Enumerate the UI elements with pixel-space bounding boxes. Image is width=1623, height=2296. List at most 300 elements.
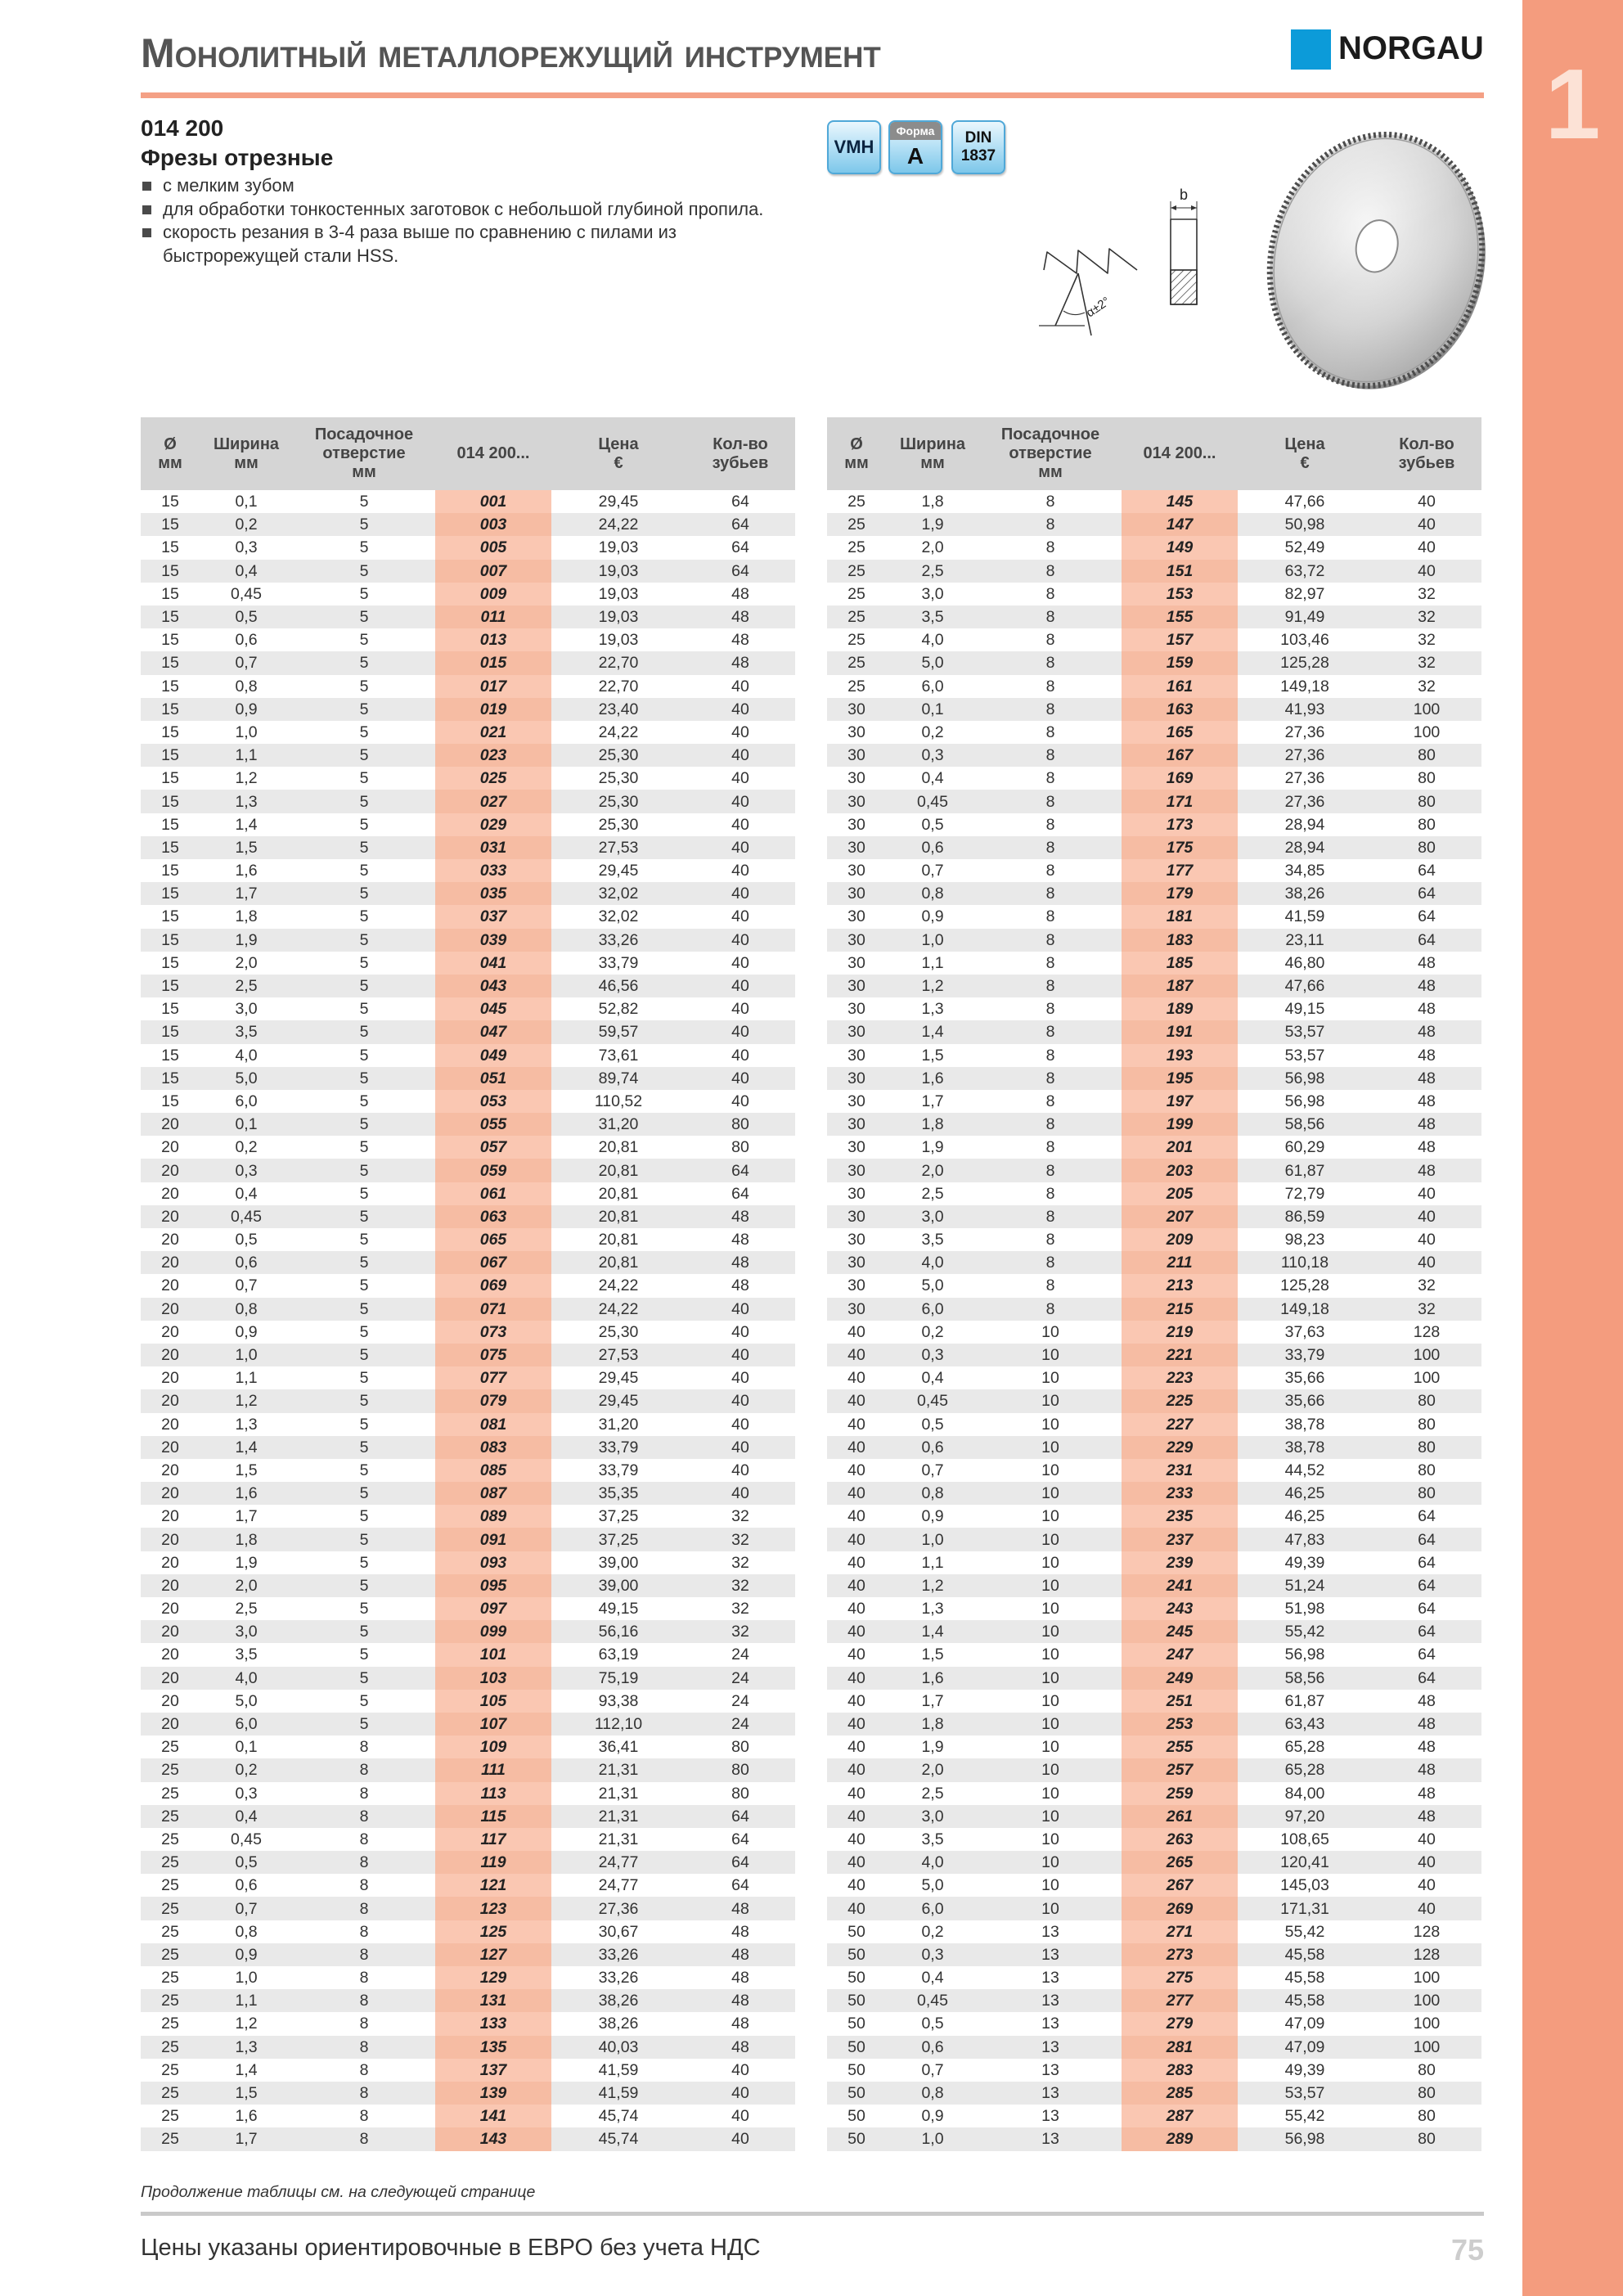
cell-width: 0,2 <box>921 1922 944 1941</box>
angle-label: α±2° <box>1083 294 1113 321</box>
cell-width: 2,0 <box>886 1758 979 1781</box>
cell-teeth: 48 <box>731 631 749 650</box>
cell-price: 49,15 <box>1284 1000 1325 1019</box>
cell-diameter: 40 <box>827 1389 886 1412</box>
cell-width: 1,1 <box>921 1553 944 1572</box>
cell-bore: 13 <box>979 2082 1122 2105</box>
cell-bore: 13 <box>979 1943 1122 1966</box>
cell-price: 24,22 <box>551 513 686 536</box>
cell-price: 103,46 <box>1280 631 1329 650</box>
cell-bore: 10 <box>1041 1738 1059 1757</box>
cell-price: 20,81 <box>551 1251 686 1274</box>
cell-diameter: 40 <box>827 1482 886 1505</box>
cell-teeth: 80 <box>686 1113 795 1136</box>
cell-bore: 5 <box>359 907 369 926</box>
cell-article: 073 <box>435 1321 551 1344</box>
cell-article: 057 <box>435 1136 551 1159</box>
section-stripe <box>1522 0 1623 2296</box>
cell-article: 197 <box>1122 1090 1238 1113</box>
cell-teeth: 64 <box>686 513 795 536</box>
cell-diameter: 30 <box>827 1205 886 1228</box>
cell-diameter: 50 <box>847 2107 865 2126</box>
cell-price: 29,45 <box>598 1369 639 1388</box>
table-row <box>827 1643 1481 1666</box>
cell-teeth: 48 <box>1418 1138 1436 1157</box>
cell-diameter: 20 <box>141 1436 200 1459</box>
cell-diameter: 25 <box>847 631 865 650</box>
cell-article: 231 <box>1122 1459 1238 1482</box>
angle-arc <box>1063 311 1085 315</box>
cell-price: 52,82 <box>598 1000 639 1019</box>
cell-article: 165 <box>1122 721 1238 744</box>
cell-price: 49,39 <box>1284 1553 1325 1572</box>
cell-diameter: 25 <box>161 1784 179 1803</box>
table-row <box>827 929 1481 952</box>
cell-price: 46,25 <box>1284 1507 1325 1526</box>
cell-teeth: 40 <box>731 677 749 696</box>
table-row <box>827 1274 1481 1297</box>
cell-bore: 5 <box>359 1507 369 1526</box>
cell-width: 1,1 <box>921 953 944 972</box>
section-number: 1 <box>1544 48 1601 160</box>
cell-diameter: 15 <box>161 862 179 880</box>
cell-article: 131 <box>435 1989 551 2012</box>
page-number: 75 <box>1450 2233 1484 2267</box>
cell-article: 013 <box>435 628 551 651</box>
table-row <box>141 675 795 698</box>
table-row <box>827 606 1481 628</box>
cell-teeth: 48 <box>1418 953 1436 972</box>
cell-article: 123 <box>435 1897 551 1920</box>
table-row <box>141 813 795 836</box>
table-row <box>141 1782 795 1805</box>
cell-width: 3,5 <box>235 1645 258 1664</box>
cell-width: 1,9 <box>200 929 293 952</box>
cell-teeth: 64 <box>1372 1620 1481 1643</box>
cell-article: 129 <box>435 1966 551 1989</box>
cell-teeth: 48 <box>1372 1113 1481 1136</box>
cell-price: 44,52 <box>1284 1461 1325 1479</box>
cell-diameter: 30 <box>847 907 865 926</box>
cell-teeth: 40 <box>731 2107 749 2126</box>
cell-diameter: 25 <box>827 513 886 536</box>
cell-article: 179 <box>1122 882 1238 905</box>
cell-diameter: 40 <box>847 1553 865 1572</box>
square-bullet-icon <box>142 182 151 191</box>
cell-diameter: 20 <box>161 1600 179 1618</box>
cell-bore: 5 <box>359 1461 369 1479</box>
cell-width: 1,4 <box>235 815 258 834</box>
cell-diameter: 25 <box>847 584 865 603</box>
col-header-line: Ø <box>164 434 177 453</box>
cell-teeth: 48 <box>1418 1046 1436 1065</box>
cell-article: 237 <box>1122 1528 1238 1551</box>
material-badge-label: VMH <box>834 137 874 157</box>
table-row <box>827 1805 1481 1828</box>
cell-teeth: 80 <box>1418 2107 1436 2126</box>
cell-diameter: 15 <box>161 723 179 741</box>
cell-width: 2,0 <box>921 538 944 557</box>
cell-diameter: 40 <box>847 1784 865 1803</box>
cell-teeth: 40 <box>1372 1897 1481 1920</box>
cell-teeth: 64 <box>1372 1528 1481 1551</box>
cell-price: 41,59 <box>598 2060 639 2079</box>
cell-bore: 5 <box>293 1113 435 1136</box>
cell-teeth: 80 <box>1372 1389 1481 1412</box>
cell-price: 32,02 <box>551 882 686 905</box>
material-badge <box>827 120 881 174</box>
cell-article: 035 <box>435 882 551 905</box>
cell-bore: 5 <box>293 1436 435 1459</box>
cell-diameter: 30 <box>827 1298 886 1321</box>
cell-teeth: 64 <box>731 1876 749 1895</box>
cell-bore: 8 <box>359 1830 369 1848</box>
cell-teeth: 100 <box>1413 1369 1441 1388</box>
cell-bore: 5 <box>359 1231 369 1249</box>
cell-diameter: 25 <box>141 2082 200 2105</box>
col-header-line: Кол-во <box>1399 434 1454 453</box>
table-row <box>827 1551 1481 1574</box>
table-row <box>141 1966 795 1989</box>
cell-width: 2,5 <box>886 560 979 583</box>
cell-bore: 8 <box>359 1922 369 1941</box>
cell-width: 1,3 <box>921 1000 944 1019</box>
cell-bore: 8 <box>979 929 1122 952</box>
cell-article: 109 <box>435 1736 551 1758</box>
cell-price: 29,45 <box>551 1389 686 1412</box>
cell-teeth: 64 <box>686 1159 795 1182</box>
cell-bore: 8 <box>1045 584 1055 603</box>
table-row <box>827 905 1481 928</box>
table-row <box>141 1298 795 1321</box>
cell-article: 115 <box>435 1805 551 1828</box>
cell-teeth: 48 <box>1372 1067 1481 1090</box>
cell-article: 083 <box>435 1436 551 1459</box>
cell-bore: 5 <box>293 698 435 721</box>
cell-bore: 10 <box>979 1389 1122 1412</box>
table-row <box>141 1758 795 1781</box>
table-row <box>827 513 1481 536</box>
cell-teeth: 64 <box>1372 1574 1481 1597</box>
cell-width: 0,7 <box>921 862 944 880</box>
table-row <box>141 1366 795 1389</box>
cell-teeth: 32 <box>1418 677 1436 696</box>
cell-width: 3,5 <box>886 606 979 628</box>
table-row <box>827 1851 1481 1874</box>
cell-teeth: 48 <box>1418 1092 1436 1110</box>
cell-diameter: 40 <box>827 1713 886 1736</box>
table-row <box>141 2105 795 2127</box>
col-header-line: мм <box>920 453 945 472</box>
shape-badge <box>888 120 942 174</box>
cell-width: 1,9 <box>886 513 979 536</box>
cell-width: 0,2 <box>235 1138 258 1157</box>
cell-teeth: 32 <box>731 1553 749 1572</box>
cell-width: 0,9 <box>200 698 293 721</box>
cell-article: 213 <box>1122 1274 1238 1297</box>
square-bullet-icon <box>142 205 151 214</box>
cell-width: 1,8 <box>886 1113 979 1136</box>
cell-diameter: 30 <box>847 723 865 741</box>
cell-teeth: 80 <box>1372 2127 1481 2150</box>
cell-diameter: 25 <box>141 1805 200 1828</box>
cell-article: 265 <box>1122 1851 1238 1874</box>
cell-price: 56,16 <box>551 1620 686 1643</box>
cell-diameter: 40 <box>827 1436 886 1459</box>
cell-diameter: 30 <box>827 929 886 952</box>
cell-teeth: 48 <box>1372 1159 1481 1182</box>
table-row <box>141 1067 795 1090</box>
cell-width: 0,8 <box>886 2082 979 2105</box>
cell-article: 219 <box>1122 1321 1238 1344</box>
cell-diameter: 20 <box>141 1620 200 1643</box>
table-row <box>827 1205 1481 1228</box>
cell-diameter: 15 <box>141 606 200 628</box>
table-row <box>827 882 1481 905</box>
cell-article: 039 <box>435 929 551 952</box>
cell-teeth: 100 <box>1372 1344 1481 1366</box>
cell-bore: 10 <box>1041 1507 1059 1526</box>
table-row <box>827 560 1481 583</box>
col-header-line: мм <box>352 463 376 481</box>
cell-width: 0,5 <box>921 815 944 834</box>
cell-teeth: 48 <box>686 1989 795 2012</box>
cell-article: 259 <box>1122 1782 1238 1805</box>
cell-price: 27,36 <box>1238 744 1372 767</box>
cell-teeth: 40 <box>686 2082 795 2105</box>
table-row <box>827 1321 1481 1344</box>
cell-article: 173 <box>1122 813 1238 836</box>
cell-bore: 5 <box>293 1159 435 1182</box>
cell-teeth: 40 <box>686 929 795 952</box>
table-row <box>141 1667 795 1690</box>
table-row <box>141 767 795 790</box>
cell-price: 110,52 <box>594 1092 643 1110</box>
cell-price: 38,78 <box>1284 1415 1325 1434</box>
cell-teeth: 48 <box>1372 1713 1481 1736</box>
cell-teeth: 80 <box>1372 836 1481 859</box>
table-row <box>827 1943 1481 1966</box>
col-header-line: мм <box>158 453 182 472</box>
cell-price: 34,85 <box>1284 862 1325 880</box>
cell-diameter: 50 <box>827 2127 886 2150</box>
cell-article: 097 <box>435 1597 551 1620</box>
cell-teeth: 80 <box>1418 815 1436 834</box>
cell-bore: 10 <box>1041 1830 1059 1848</box>
cell-width: 1,5 <box>235 1461 258 1479</box>
cell-diameter: 25 <box>161 2060 179 2079</box>
cell-diameter: 30 <box>827 836 886 859</box>
cell-article: 095 <box>435 1574 551 1597</box>
cell-diameter: 40 <box>847 1415 865 1434</box>
cell-bore: 5 <box>359 1415 369 1434</box>
cell-width: 1,1 <box>200 1989 293 2012</box>
cell-price: 35,66 <box>1284 1369 1325 1388</box>
cell-price: 25,30 <box>598 815 639 834</box>
cell-teeth: 40 <box>686 1020 795 1043</box>
header-divider <box>141 92 1484 98</box>
cell-article: 257 <box>1122 1758 1238 1781</box>
cell-price: 22,70 <box>598 677 639 696</box>
table-row <box>141 1989 795 2012</box>
cell-article: 253 <box>1122 1713 1238 1736</box>
cell-article: 191 <box>1122 1020 1238 1043</box>
cell-teeth: 64 <box>731 1184 749 1203</box>
cell-width: 4,0 <box>886 1851 979 1874</box>
cell-width: 3,5 <box>921 1231 944 1249</box>
table-row <box>141 882 795 905</box>
cell-width: 0,5 <box>235 1231 258 1249</box>
cell-diameter: 15 <box>161 769 179 788</box>
cell-bore: 5 <box>293 1344 435 1366</box>
table-row <box>141 1620 795 1643</box>
cell-article: 061 <box>435 1182 551 1205</box>
cell-price: 56,98 <box>1284 1645 1325 1664</box>
cell-teeth: 100 <box>1413 723 1441 741</box>
table-row <box>827 1044 1481 1067</box>
table-row <box>827 859 1481 882</box>
cell-diameter: 50 <box>847 2060 865 2079</box>
col-header-line: 014 200... <box>1143 444 1216 462</box>
cell-bore: 8 <box>359 2107 369 2126</box>
shape-badge-label: Форма <box>890 122 941 140</box>
cell-width: 0,4 <box>200 560 293 583</box>
cell-price: 61,87 <box>1284 1691 1325 1710</box>
cell-bore: 5 <box>293 1389 435 1412</box>
cell-diameter: 25 <box>161 2107 179 2126</box>
standard-badge <box>951 120 1005 174</box>
cell-width: 1,7 <box>921 1691 944 1710</box>
cell-price: 35,35 <box>551 1482 686 1505</box>
cell-width: 0,5 <box>921 2015 944 2033</box>
col-header-article <box>1122 417 1238 490</box>
cell-teeth: 100 <box>1413 1969 1441 1988</box>
cell-price: 24,22 <box>551 1298 686 1321</box>
table-row <box>141 1828 795 1851</box>
cell-bore: 5 <box>293 1667 435 1690</box>
cell-article: 277 <box>1122 1989 1238 2012</box>
table-row <box>141 2127 795 2150</box>
cell-price: 23,11 <box>1238 929 1372 952</box>
cell-bore: 5 <box>293 1713 435 1736</box>
cell-price: 55,42 <box>1284 1922 1325 1941</box>
cell-width: 0,45 <box>886 790 979 813</box>
cell-diameter: 20 <box>161 1461 179 1479</box>
cell-diameter: 15 <box>141 882 200 905</box>
cell-bore: 8 <box>1045 953 1055 972</box>
saw-blade-image <box>1260 123 1497 401</box>
table-row <box>827 583 1481 606</box>
cell-width: 1,7 <box>921 1092 944 1110</box>
cell-width: 0,9 <box>921 2107 944 2126</box>
cell-article: 005 <box>435 536 551 559</box>
cell-article: 177 <box>1122 859 1238 882</box>
cell-width: 0,9 <box>921 1507 944 1526</box>
col-header-bore <box>979 417 1122 490</box>
cell-bore: 8 <box>1045 1046 1055 1065</box>
cell-width: 1,3 <box>921 1600 944 1618</box>
cell-price: 20,81 <box>551 1205 686 1228</box>
table-row <box>141 1874 795 1897</box>
feature-item <box>141 221 763 268</box>
cell-article: 077 <box>435 1366 551 1389</box>
cell-teeth: 64 <box>731 1830 749 1848</box>
cell-width: 2,0 <box>200 1574 293 1597</box>
table-row <box>827 1436 1481 1459</box>
blue-square-logo-icon <box>1291 29 1331 70</box>
cell-price: 19,03 <box>598 584 639 603</box>
cell-article: 143 <box>435 2127 551 2150</box>
cell-diameter: 25 <box>141 2127 200 2150</box>
col-header-line: зубьев <box>1398 453 1455 472</box>
cell-bore: 8 <box>293 1851 435 1874</box>
cell-teeth: 40 <box>731 1000 749 1019</box>
cell-width: 6,0 <box>921 677 944 696</box>
cell-price: 27,36 <box>551 1897 686 1920</box>
cell-diameter: 20 <box>161 1645 179 1664</box>
cell-price: 33,79 <box>1238 1344 1372 1366</box>
cell-diameter: 20 <box>141 1298 200 1321</box>
cell-teeth: 40 <box>731 1046 749 1065</box>
cell-diameter: 20 <box>141 1205 200 1228</box>
cell-price: 86,59 <box>1238 1205 1372 1228</box>
cell-bore: 5 <box>293 606 435 628</box>
cell-bore: 8 <box>293 1805 435 1828</box>
cell-teeth: 80 <box>731 1738 749 1757</box>
width-label: b <box>1179 188 1189 203</box>
cell-width: 1,7 <box>200 2127 293 2150</box>
cell-bore: 5 <box>359 584 369 603</box>
feature-text: скорость резания в 3-4 раза выше по сравнению с пилами из <box>163 222 677 243</box>
table-row <box>141 1182 795 1205</box>
cell-price: 149,18 <box>1280 677 1329 696</box>
cell-teeth: 40 <box>686 1344 795 1366</box>
cell-bore: 8 <box>979 836 1122 859</box>
table-row <box>827 1782 1481 1805</box>
cell-bore: 13 <box>1041 1969 1059 1988</box>
cell-bore: 5 <box>293 1528 435 1551</box>
col-header-line: мм <box>1038 463 1063 481</box>
cell-bore: 8 <box>1045 1184 1055 1203</box>
cell-article: 281 <box>1122 2036 1238 2059</box>
cell-price: 49,39 <box>1284 2060 1325 2079</box>
cell-price: 20,81 <box>598 1231 639 1249</box>
cell-bore: 5 <box>359 1600 369 1618</box>
cell-article: 183 <box>1122 929 1238 952</box>
col-header-line: Ширина <box>213 434 280 453</box>
cell-diameter: 15 <box>161 538 179 557</box>
cell-bore: 8 <box>293 2036 435 2059</box>
cell-width: 0,45 <box>200 1205 293 1228</box>
cell-price: 24,22 <box>598 1276 639 1295</box>
cell-article: 261 <box>1122 1805 1238 1828</box>
cell-teeth: 40 <box>1372 1205 1481 1228</box>
cell-teeth: 40 <box>731 815 749 834</box>
cell-width: 0,6 <box>200 1251 293 1274</box>
cell-bore: 8 <box>1045 769 1055 788</box>
cell-diameter: 20 <box>161 1369 179 1388</box>
table-row <box>141 1020 795 1043</box>
cell-price: 35,66 <box>1238 1389 1372 1412</box>
spec-table-right <box>827 417 1481 2151</box>
table-row <box>141 1090 795 1113</box>
cell-article: 255 <box>1122 1736 1238 1758</box>
cell-article: 161 <box>1122 675 1238 698</box>
cell-width: 0,1 <box>235 1738 258 1757</box>
cell-diameter: 20 <box>161 1138 179 1157</box>
cell-article: 193 <box>1122 1044 1238 1067</box>
cell-price: 39,00 <box>551 1574 686 1597</box>
